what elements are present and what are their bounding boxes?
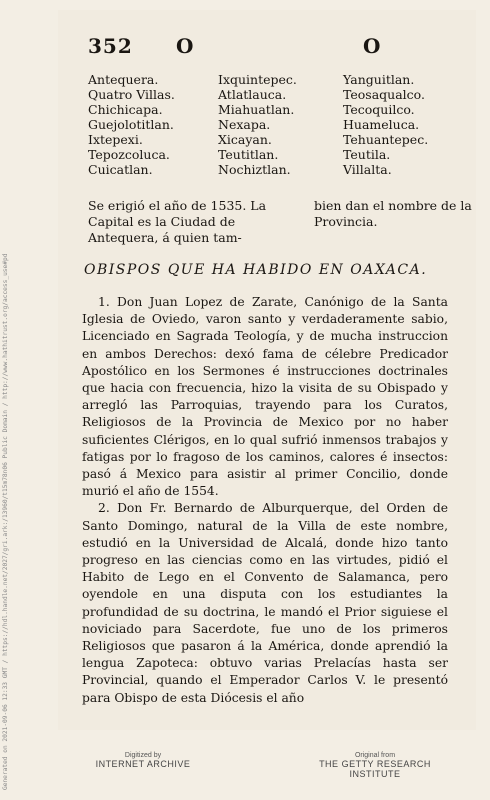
place-item: Teosaqualco. (343, 87, 425, 102)
footer-original (300, 752, 450, 779)
footer-original-name: THE GETTY RESEARCH INSTITUTE (319, 759, 431, 779)
erection-note-left: Se erigió el año de 1535. La Capital es la Ciudad de Antequera, á quien tam- (88, 198, 267, 245)
place-item: Antequera. (88, 72, 159, 87)
side-stamp (2, 253, 18, 790)
paragraph: 1. Don Juan Lopez de Zarate, Canónigo de la Santa Iglesia de Oviedo, varon santo y verdaderamente sabio, Licenciado en Sagrada Teología, y de mucha instruccion en ambos Derechos: dexó fama de célebre Predicador Apostólico en los Sermones é instrucciones doctrinales que hacia con frecuencia, hizo la visita de su Obispado y arregló las Parroquias, trayendo para los Curatos, Religiosos de la Provincia de Mexico por no haber suficientes Clérigos, en lo qual sufrió inmensos trabajos y fatigas por lo fragoso de los caminos, calores é insectos: pasó á Mexico para asistir al primer Concilio, donde murió el año de 1554. (82, 295, 448, 499)
running-letter-left: O (176, 34, 194, 58)
side-stamp-text: Generated on 2021-09-06 12:33 GMT / https://hdl.handle.net/2027/gri.ark:/13960/t15m78n06 Public Domain / http://www.hathitrust.org/access_use#pd (2, 253, 9, 790)
place-item: Nexapa. (218, 117, 271, 132)
place-item: Xicayan. (218, 132, 272, 147)
places-column-1 (88, 72, 175, 177)
place-item: Ixtepexi. (88, 132, 143, 147)
place-item: Guejolotitlan. (88, 117, 174, 132)
place-item: Quatro Villas. (88, 87, 175, 102)
body-text (82, 294, 448, 707)
place-item: Tecoquilco. (343, 102, 415, 117)
place-item: Tepozcoluca. (88, 147, 170, 162)
place-item: Chichicapa. (88, 102, 163, 117)
places-column-3 (343, 72, 428, 177)
page-number: 352 (88, 34, 133, 58)
footer-digitized (78, 752, 208, 769)
place-item: Miahuatlan. (218, 102, 295, 117)
running-letter-right: O (363, 34, 381, 58)
footer-original-label: Original from (354, 752, 396, 759)
erection-note-right: bien dan el nombre de la Provincia. (314, 198, 472, 229)
section-title: OBISPOS QUE HA HABIDO EN OAXACA. (84, 262, 428, 278)
place-item: Nochiztlan. (218, 162, 291, 177)
place-item: Teutila. (343, 147, 391, 162)
place-item: Villalta. (343, 162, 392, 177)
footer-digitized-name: INTERNET ARCHIVE (95, 759, 191, 769)
place-item: Tehuantepec. (343, 132, 429, 147)
place-item: Teutitlan. (218, 147, 279, 162)
place-item: Ixquintepec. (218, 72, 297, 87)
page-header (88, 26, 448, 62)
footer-digitized-label: Digitized by (124, 752, 162, 759)
place-item: Cuicatlan. (88, 162, 153, 177)
places-column-2 (218, 72, 297, 177)
place-item: Huameluca. (343, 117, 420, 132)
paragraph: 2. Don Fr. Bernardo de Alburquerque, del Orden de Santo Domingo, natural de la Villa de este nombre, estudió en la Universidad de Alcalá, donde hizo tanto progreso en las ciencias como en las virtudes, pidió el Habito de Lego en el Convento de Salamanca, pero oyendole en una disputa con los estudiantes la profundidad de su doctrina, le mandó el Prior siguiese el noviciado para Sacerdote, fue uno de los primeros Religiosos que pasaron á la América, donde aprendió la lengua Zapoteca: obtuvo varias Prelacías hasta ser Provincial, quando el Emperador Carlos V. le presentó para Obispo de esta Diócesis el año (82, 501, 448, 705)
place-item: Atlatlauca. (218, 87, 287, 102)
place-item: Yanguitlan. (343, 72, 415, 87)
